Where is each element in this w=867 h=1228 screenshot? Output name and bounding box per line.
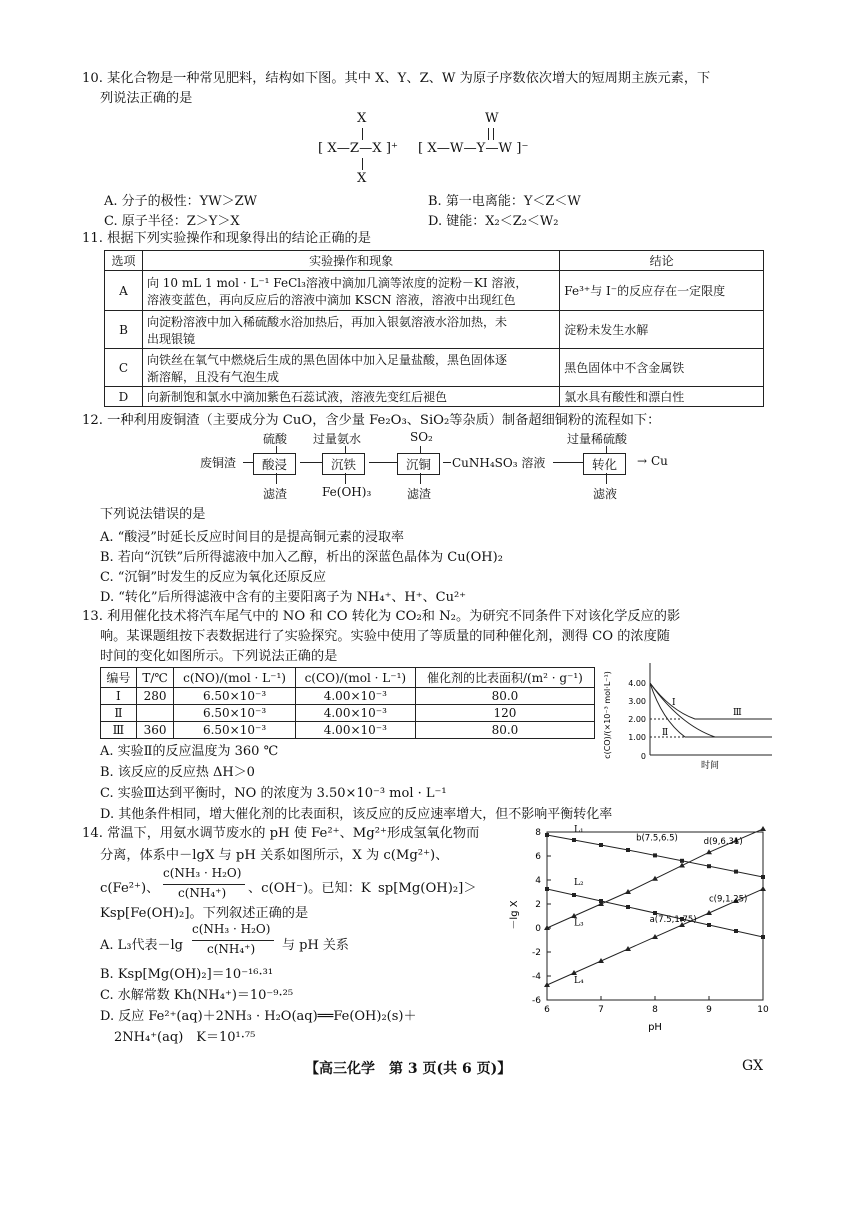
q14-option-d-line1: D. 反应 Fe²⁺(aq)＋2NH₃ · H₂O(aq)══Fe(OH)₂(s)＋ bbox=[100, 1009, 417, 1024]
operation-line: 渐溶解，且没有气泡生成 bbox=[146, 369, 279, 384]
q13-table bbox=[100, 667, 595, 739]
flow-box-conversion: 转化 bbox=[583, 453, 626, 475]
q10-stem-line1: 10. 某化合物是一种常见肥料，结构如下图。其中 X、Y、Z、W 为原子序数依次增大的短周期主族元素，下 bbox=[82, 71, 711, 86]
q13-option-c: C. 实验Ⅲ达到平衡时，NO 的浓度为 3.50×10⁻³ mol · L⁻¹ bbox=[100, 786, 447, 801]
q14-stem-line3a: c(Fe²⁺)、 bbox=[100, 881, 160, 896]
chart-ytick: 2.00 bbox=[628, 715, 646, 724]
table-cell-conclusion: 淀粉未发生水解 bbox=[560, 311, 764, 349]
table-row bbox=[105, 311, 764, 349]
q14-frac-den: c(NH₄⁺) bbox=[178, 886, 227, 900]
flow-start: 废铜渣 bbox=[200, 456, 237, 470]
table-row bbox=[105, 387, 764, 407]
chart-xtick-label: 9 bbox=[706, 1005, 712, 1015]
chart-annotation: c(9,1.25) bbox=[709, 894, 748, 905]
curve-label-iii: Ⅲ bbox=[733, 708, 742, 718]
q13-stem-line1: 13. 利用催化技术将汽车尾气中的 NO 和 CO 转化为 CO₂和 N₂。为研究不同条件下对该化学反应的影 bbox=[82, 609, 681, 624]
q13-option-b: B. 该反应的反应热 ΔH＞0 bbox=[100, 765, 255, 780]
table-cell-option: C bbox=[105, 349, 143, 387]
chart-point bbox=[707, 923, 711, 927]
operation-line: 出现银镜 bbox=[146, 331, 195, 346]
table-cell-operation: 向新制饱和氯水中滴加紫色石蕊试液，溶液先变红后褪色 bbox=[142, 387, 559, 407]
struct-bond bbox=[362, 158, 364, 170]
chart-xtick-label: 7 bbox=[598, 1005, 604, 1015]
table-cell: 280 bbox=[136, 688, 173, 705]
flow-in-arrow bbox=[606, 446, 607, 453]
flow-out-arrow bbox=[276, 473, 277, 484]
flow-mid-solution: CuNH₄SO₃ 溶液 bbox=[452, 456, 546, 470]
flow-reagent: 过量稀硫酸 bbox=[567, 432, 628, 446]
chart-point bbox=[626, 905, 630, 909]
table-header: c(NO)/(mol · L⁻¹) bbox=[174, 668, 295, 688]
flow-in-arrow bbox=[420, 446, 421, 453]
q14-frac-num: c(NH₃ · H₂O) bbox=[163, 866, 242, 880]
chart-ytick-label: 2 bbox=[535, 900, 541, 910]
chart-point bbox=[653, 853, 657, 857]
q12-option-d: D. “转化”后所得滤液中含有的主要阳离子为 NH₄⁺、H⁺、Cu²⁺ bbox=[100, 590, 467, 605]
curve-ii bbox=[650, 683, 715, 737]
table-header: T/℃ bbox=[136, 668, 173, 688]
chart-series-label: L₃ bbox=[574, 918, 584, 929]
chart-xtick-label: 10 bbox=[757, 1005, 769, 1015]
table-header: 编号 bbox=[101, 668, 137, 688]
flow-in-arrow bbox=[345, 446, 346, 453]
chart-ytick-label: -6 bbox=[532, 996, 541, 1006]
table-row bbox=[101, 722, 595, 739]
table-cell-option: A bbox=[105, 271, 143, 311]
q10-option-a: A. 分子的极性：YW＞ZW bbox=[104, 194, 257, 209]
flow-out-arrow bbox=[606, 473, 607, 484]
q14-option-b: B. Ksp[Mg(OH)₂]＝10⁻¹⁶·³¹ bbox=[100, 967, 274, 982]
flow-arrow bbox=[243, 462, 253, 463]
curve-i bbox=[650, 683, 772, 737]
operation-line: 溶液变蓝色，再向反应后的溶液中滴加 KSCN 溶液，溶液中出现红色 bbox=[146, 292, 516, 307]
chart-point bbox=[626, 848, 630, 852]
table-row bbox=[101, 705, 595, 722]
table-cell: 80.0 bbox=[415, 688, 594, 705]
table-header: 选项 bbox=[105, 251, 143, 271]
chart-ytick-label: 4 bbox=[535, 876, 541, 886]
table-row bbox=[105, 349, 764, 387]
table-cell: Ⅱ bbox=[101, 705, 137, 722]
q14-lgx-chart bbox=[505, 820, 787, 1035]
flow-product: Fe(OH)₃ bbox=[322, 485, 372, 499]
chart-xtick-label: 6 bbox=[544, 1005, 550, 1015]
q14-stem-line3b: 、c(OH⁻)。已知：K bbox=[248, 881, 371, 896]
table-cell: Ⅰ bbox=[101, 688, 137, 705]
table-header: 实验操作和现象 bbox=[142, 251, 559, 271]
flow-arrow bbox=[300, 462, 322, 463]
flow-out-arrow bbox=[420, 473, 421, 484]
q12-option-b: B. 若向“沉铁”后所得滤液中加入乙醇，析出的深蓝色晶体为 Cu(OH)₂ bbox=[100, 550, 503, 565]
chart-ytick-label: -4 bbox=[532, 972, 541, 982]
table-header: c(CO)/(mol · L⁻¹) bbox=[295, 668, 415, 688]
q12-option-c: C. “沉铜”时发生的反应为氧化还原反应 bbox=[100, 570, 327, 585]
q14-option-c: C. 水解常数 Kh(NH₄⁺)＝10⁻⁹·²⁵ bbox=[100, 988, 294, 1003]
table-cell-operation bbox=[142, 311, 559, 349]
struct-cation: [ X—Z—X ]⁺ bbox=[318, 141, 398, 156]
q14-a-frac-bar bbox=[192, 940, 274, 941]
chart-ytick: 4.00 bbox=[628, 679, 646, 688]
flow-box-acid-leach: 酸浸 bbox=[253, 453, 296, 475]
flow-out-arrow bbox=[345, 473, 346, 484]
q14-option-a-post: 与 pH 关系 bbox=[282, 938, 349, 953]
table-cell: 4.00×10⁻³ bbox=[295, 722, 415, 739]
q11-table bbox=[104, 250, 764, 407]
table-cell-conclusion: Fe³⁺与 I⁻的反应存在一定限度 bbox=[560, 271, 764, 311]
chart-ylabel: c(CO)/(×10⁻³ mol·L⁻¹) bbox=[603, 671, 612, 759]
struct-double-bond bbox=[488, 128, 494, 140]
flow-reagent: SO₂ bbox=[410, 430, 433, 444]
table-cell-conclusion: 氯水具有酸性和漂白性 bbox=[560, 387, 764, 407]
chart-point bbox=[760, 826, 766, 831]
chart-ytick: 1.00 bbox=[628, 733, 646, 742]
q14-stem-line3c: sp[Mg(OH)₂]＞ bbox=[378, 881, 477, 896]
table-cell-operation bbox=[142, 349, 559, 387]
chart-point bbox=[761, 875, 765, 879]
chart-point bbox=[734, 929, 738, 933]
q13-stem-line2: 响。某课题组按下表数据进行了实验探究。实验中使用了等质量的同种催化剂，测得 CO 的浓度随 bbox=[100, 629, 670, 644]
chart-ytick-label: 6 bbox=[535, 852, 541, 862]
table-header-row bbox=[105, 251, 764, 271]
table-cell-conclusion: 黑色固体中不含金属铁 bbox=[560, 349, 764, 387]
q14-stem-line1: 14. 常温下，用氨水调节废水的 pH 使 Fe²⁺、Mg²⁺形成氢氧化物而 bbox=[82, 826, 480, 841]
chart-point bbox=[545, 887, 549, 891]
q10-option-c: C. 原子半径：Z＞Y＞X bbox=[104, 214, 240, 229]
table-cell: 6.50×10⁻³ bbox=[174, 705, 295, 722]
q13-option-d: D. 其他条件相同，增大催化剂的比表面积，该反应的反应速率增大，但不影响平衡转化率 bbox=[100, 807, 613, 822]
flow-arrow bbox=[369, 462, 397, 463]
q12-ask: 下列说法错误的是 bbox=[100, 507, 206, 522]
table-header: 结论 bbox=[560, 251, 764, 271]
chart-ytick-label: -2 bbox=[532, 948, 541, 958]
q10-stem-line2: 列说法正确的是 bbox=[100, 91, 193, 106]
chart-point bbox=[545, 833, 549, 837]
chart-point bbox=[599, 843, 603, 847]
chart-point bbox=[760, 886, 766, 891]
footer-code: GX bbox=[742, 1058, 764, 1074]
chart-annotation: a(7.5,1.75) bbox=[649, 915, 697, 925]
operation-line: 向 10 mL 1 mol · L⁻¹ FeCl₃溶液中滴加几滴等浓度的淀粉－KI 溶液， bbox=[146, 275, 528, 290]
chart-xtick-label: 8 bbox=[652, 1005, 658, 1015]
q13-option-a: A. 实验Ⅱ的反应温度为 360 ℃ bbox=[100, 744, 279, 759]
q13-co-chart bbox=[600, 655, 780, 775]
table-cell: 6.50×10⁻³ bbox=[174, 688, 295, 705]
chart-series-label: L₁ bbox=[574, 825, 584, 835]
curve-label-i: Ⅰ bbox=[672, 698, 676, 708]
table-cell: 80.0 bbox=[415, 722, 594, 739]
q14-a-frac-den: c(NH₄⁺) bbox=[207, 942, 256, 956]
chart-point bbox=[734, 870, 738, 874]
chart-annotation: b(7.5,6.5) bbox=[636, 833, 678, 844]
table-cell-option: B bbox=[105, 311, 143, 349]
flow-product: 滤渣 bbox=[407, 487, 432, 501]
struct-x-bottom: X bbox=[357, 171, 367, 186]
table-cell: Ⅲ bbox=[101, 722, 137, 739]
chart-series-label: L₄ bbox=[574, 976, 584, 987]
table-cell-option: D bbox=[105, 387, 143, 407]
flow-arrow bbox=[443, 462, 451, 463]
chart-point bbox=[572, 893, 576, 897]
flow-end: Cu bbox=[651, 454, 668, 468]
chart-ytick: 0 bbox=[640, 752, 646, 761]
chart-ytick-label: 0 bbox=[535, 924, 541, 934]
q14-stem-line4: Ksp[Fe(OH)₂]。下列叙述正确的是 bbox=[100, 906, 309, 921]
q12-option-a: A. “酸浸”时延长反应时间目的是提高铜元素的浸取率 bbox=[100, 530, 404, 545]
table-cell: 120 bbox=[415, 705, 594, 722]
q14-a-frac-num: c(NH₃ · H₂O) bbox=[192, 922, 271, 936]
table-cell: 6.50×10⁻³ bbox=[174, 722, 295, 739]
chart-point bbox=[680, 859, 684, 863]
q12-stem: 12. 一种利用废铜渣（主要成分为 CuO，含少量 Fe₂O₃、SiO₂等杂质）制备超细铜粉的流程如下： bbox=[82, 413, 661, 428]
chart-annotation: d(9,6.31) bbox=[703, 837, 743, 847]
table-cell bbox=[136, 705, 173, 722]
footer-page-info: 【高三化学 第 3 页(共 6 页)】 bbox=[305, 1061, 512, 1077]
chart-point bbox=[572, 838, 576, 842]
table-row bbox=[105, 271, 764, 311]
q14-frac-bar bbox=[163, 884, 245, 885]
struct-w-top: W bbox=[485, 111, 499, 126]
flow-box-iron-precip: 沉铁 bbox=[322, 453, 365, 475]
operation-line: 向铁丝在氧气中燃烧后生成的黑色固体中加入足量盐酸，黑色固体逐 bbox=[146, 352, 507, 367]
chart-point bbox=[761, 935, 765, 939]
flow-product: 滤液 bbox=[593, 487, 618, 501]
q14-option-a-pre: A. L₃代表－lg bbox=[100, 938, 183, 953]
table-cell-operation bbox=[142, 271, 559, 311]
curve-iii bbox=[650, 683, 772, 719]
q10-option-d: D. 键能：X₂＜Z₂＜W₂ bbox=[428, 214, 559, 229]
table-cell: 360 bbox=[136, 722, 173, 739]
chart-ytick-label: 8 bbox=[535, 828, 541, 838]
q14-stem-line2: 分离，体系中－lgX 与 pH 关系如图所示，X 为 c(Mg²⁺)、 bbox=[100, 848, 449, 863]
flow-box-copper-precip: 沉铜 bbox=[397, 453, 440, 475]
flow-reagent: 硫酸 bbox=[263, 432, 288, 446]
q13-stem-line3: 时间的变化如图所示。下列说法正确的是 bbox=[100, 649, 338, 664]
flow-end-arrow: → bbox=[637, 454, 648, 468]
table-header-row bbox=[101, 668, 595, 688]
struct-bond bbox=[362, 128, 364, 140]
flow-arrow bbox=[553, 462, 583, 463]
table-row bbox=[101, 688, 595, 705]
table-cell: 4.00×10⁻³ bbox=[295, 688, 415, 705]
flow-product: 滤渣 bbox=[263, 487, 288, 501]
chart-point bbox=[707, 864, 711, 868]
operation-line: 向淀粉溶液中加入稀硫酸水浴加热后，再加入银氨溶液水浴加热，未 bbox=[146, 314, 507, 329]
struct-anion: [ X—W—Y—W ]⁻ bbox=[418, 141, 529, 156]
chart-ytick: 3.00 bbox=[628, 697, 646, 706]
q14-option-d-line2: 2NH₄⁺(aq) K＝10¹·⁷⁵ bbox=[114, 1030, 256, 1045]
q11-stem: 11. 根据下列实验操作和现象得出的结论正确的是 bbox=[82, 231, 371, 246]
flow-reagent: 过量氨水 bbox=[313, 432, 362, 446]
curve-label-ii: Ⅱ bbox=[662, 728, 669, 738]
chart-series-label: L₂ bbox=[574, 877, 584, 888]
flow-in-arrow bbox=[276, 446, 277, 453]
table-cell: 4.00×10⁻³ bbox=[295, 705, 415, 722]
q10-option-b: B. 第一电离能：Y＜Z＜W bbox=[428, 194, 581, 209]
chart-xlabel: pH bbox=[648, 1022, 662, 1033]
struct-x-top: X bbox=[357, 111, 367, 126]
table-header: 催化剂的比表面积/(m² · g⁻¹) bbox=[415, 668, 594, 688]
chart-xlabel: 时间 bbox=[700, 761, 720, 771]
chart-ylabel: －lg X bbox=[509, 900, 520, 930]
